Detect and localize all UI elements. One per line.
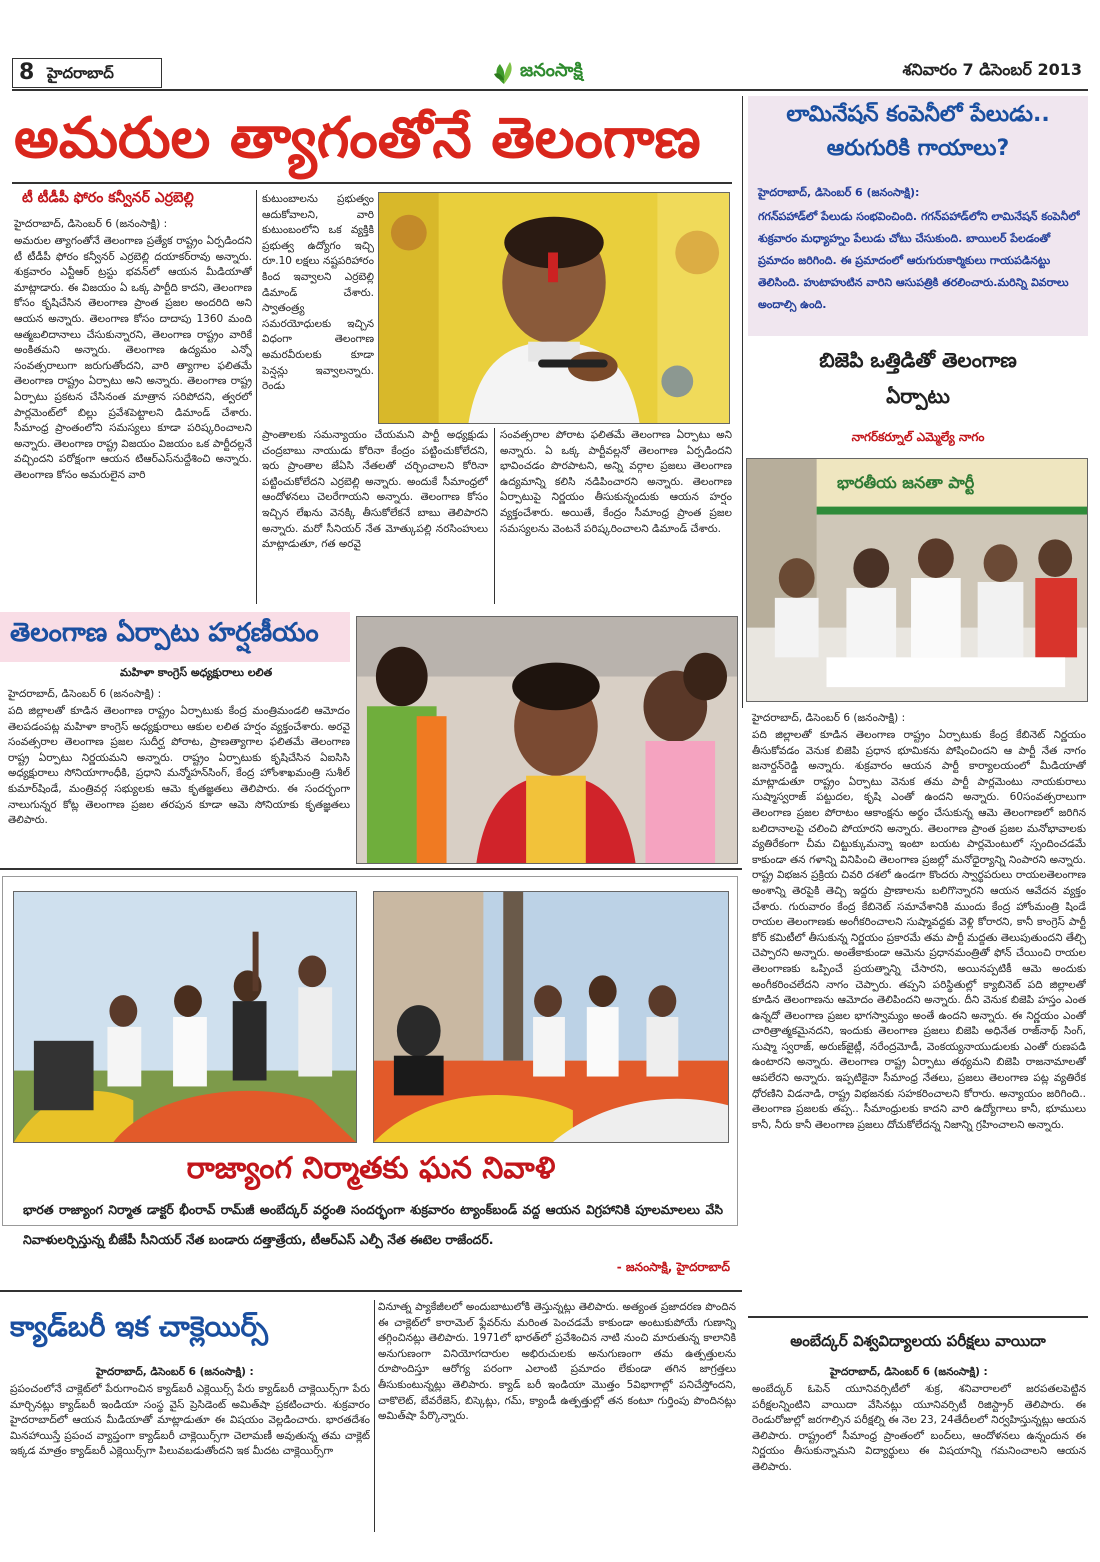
- paper-logo: [490, 58, 640, 88]
- bjp-banner-text: భారతీయ జనతా పార్టీ: [837, 473, 975, 492]
- header-bar: [12, 58, 1088, 94]
- cadbury-col2: వినూత్న ప్యాకేజీలలో అందుబాటులోకి తెస్తున్నట్లు తెలిపారు. అత్యంత ప్రజాదరణ పొందిన ఈ చాక్లెట్‌లో కారామెల్ ఫ్లేవర్‌ను మరింత పెంచడమే కాకుండా అంటుకుపోయే గుణాన్ని తగ్గించినట్లు తెలిపారు. 1971లో భారత్‌లో ప్రవేశించిన నాటి నుంచి మారుతున్న కాలానికి అనుగుణంగా వినియోగదారుల అభిరుచులకు అనుగుణంగా తమ ఉత్పత్తులను రూపొందిస్తూ ఆరోగ్య పరంగా ఎలాంటి ప్రమాదం లేకుండా తగిన జాగ్రత్తలు తీసుకుంటున్నట్లు తెలిపారు. క్యాడ్ బరీ ఇండియా మొత్తం 5విభాగాల్లో పనిచేస్తోందని, చాకొలెట్, బేవరేజెస్, బిస్కెట్లు, గమ్, క్యాండీ ఉత్పత్తుల్లో తన కంటూ గుర్తింపు పొందినట్లు అమిత్‌షా పేర్కొన్నారు.: [378, 1301, 736, 1423]
- bjp-dateline: హైదరాబాద్, డిసెంబర్ 6 (జనంసాక్షి) :: [752, 712, 906, 724]
- errabelli-photo: [378, 192, 730, 424]
- cadbury-dateline: హైదరాబాద్, డిసెంబర్ 6 (జనంసాక్షి) :: [96, 1366, 254, 1378]
- lamination-headline-1: లామినేషన్ కంపెనీలో పేలుడు..: [786, 102, 1050, 127]
- bjp-headline-1: బిజెపి ఒత్తిడితో తెలంగాణ: [819, 348, 1017, 372]
- lamination-headline-2: ఆరుగురికి గాయాలు?: [826, 136, 1010, 161]
- main-col3: సంవత్సరాల పోరాట ఫలితమే తెలంగాణ ఏర్పాటు అని అన్నారు. ఏ ఒక్క పార్టీవల్లనో తెలంగాణ ఏర్పడిందని భావించడం పొరపాటని, అన్ని వర్గాల ప్రజలు తెలంగాణ ఉద్యమాన్ని కలిసి నడిపించారని అన్నారు. తెలంగాణ ఏర్పాటుపై నిర్ణయం తీసుకున్నందుకు ఆయన హర్షం వ్యక్తంచేశారు. అయితే, కేంద్రం సీమాంధ్ర ప్రాంత ప్రజల సమస్యలను వెంటనే పరిష్కరించాలని డిమాండ్ చేశారు.: [500, 429, 732, 535]
- bjp-headline-2: ఏర్పాటు: [886, 384, 950, 408]
- main-subhead: టీ టీడీపీ ఫోరం కన్వీనర్ ఎర్రబెల్లి: [22, 190, 194, 206]
- page-number: 8: [19, 60, 35, 85]
- main-dateline: హైదరాబాద్, డిసెంబర్ 6 (జనంసాక్షి) :: [14, 218, 168, 230]
- tribute-photo-right: [373, 891, 729, 1143]
- leaf-logo-icon: [490, 60, 518, 86]
- tribute-photo-left: [13, 891, 357, 1143]
- lalitha-body: పది జిల్లాలతో కూడిన తెలంగాణ రాష్ట్రం ఏర్పాటుకు కేంద్ర మంత్రిమండలి ఆమోదం తెలపడంపట్ల మహిళా కాంగ్రెస్ అధ్యక్షురాలు ఆకుల లలిత హర్షం వ్యక్తంచేశారు. అరవై సంవత్సరాల తెలంగాణ ప్రజల సుదీర్ఘ పోరాట, ప్రాణత్యాగాల ఫలితమే తెలంగాణ రాష్ట్ర ఏర్పాటు నిర్ణయమని అన్నారు. రాష్ట్రం ఏర్పాటుకు కృషిచేసిన ఏఐసిసి అధ్యక్షురాలు సోనియాగాంధీకి, ప్రధాని మన్మోహన్‌సింగ్, కేంద్ర హోంశాఖమంత్రి సుశీల్ కుమార్‌షిండే, మంత్రివర్గ సభ్యులకు ఆమె కృతజ్ఞతలు తెలిపారు. ఈ సందర్భంగా నాలుగున్నర కోట్ల తెలంగాణ ప్రజల తరపున కూడా ఆమె సోనియాకు కృతజ్ఞతలు తెలిపారు.: [8, 705, 350, 827]
- main-headline: అమరుల త్యాగంతోనే తెలంగాణ: [14, 106, 701, 171]
- university-body: అంబేద్కర్ ఓపెన్ యూనివర్సిటీలో శుక్ర, శనివారాలలో జరపతలపెట్టిన పరీక్షలన్నింటిని వాయిదా వేసినట్లు యూనివర్సిటీ రిజిస్ట్రార్ తెలిపారు. ఈ రెండురోజుల్లో జరగాల్సిన పరీక్షల్ని ఈ నెల 23, 24తేదీలలో నిర్వహిస్తున్నట్లు ఆయన తెలిపారు. రాష్ట్రంలో సీమాంధ్ర ప్రాంతంలో బంద్‌లు, ఆందోళనలు ఉన్నందున ఈ నిర్ణయం తీసుకున్నామని విద్యార్థులు ఈ విషయాన్ని గమనించాలని ఆయన తెలిపారు.: [752, 1383, 1086, 1473]
- cadbury-headline: క్యాడ్‌బరీ ఇక చాక్లెయిర్స్: [10, 1310, 268, 1343]
- university-top-rule: [748, 1316, 1088, 1318]
- lalitha-photo: [356, 616, 738, 864]
- tribute-bottom-rule: [0, 1290, 742, 1292]
- bjp-press-meet-photo: [746, 458, 1088, 702]
- university-headline: అంబేద్కర్ విశ్వవిద్యాలయ పరీక్షలు వాయిదా: [790, 1332, 1046, 1350]
- header-city: హైదరాబాద్: [47, 64, 114, 82]
- tribute-credit: - జనంసాక్షి, హైదరాబాద్: [616, 1260, 730, 1274]
- bjp-subhead: నాగర్‌కర్నూల్ ఎమ్మెల్యే నాగం: [851, 430, 985, 444]
- lalitha-headline: తెలంగాణ ఏర్పాటు హర్షణీయం: [10, 618, 319, 648]
- lamination-body: గగన్‌పహాడ్‌లో పేలుడు సంభవించింది. గగన్‌పహాడ్‌లోని లామినేషన్ కంపెనీలో శుక్రవారం మధ్యాహ్నం పేలుడు చోటు చేసుకుంది. బాయిలర్ పేలడంతో ప్రమాదం జరిగింది. ఈ ప్రమాదంలో ఆరుగురుకార్మికులు గాయపడినట్టు తెలిసింది. హుటాహుటిన వారిని ఆసుపత్రికి తరలించారు.మరిన్ని వివరాలు అందాల్సి ఉంది.: [758, 210, 1080, 311]
- tribute-headline: రాజ్యాంగ నిర్మాతకు ఘన నివాళి: [186, 1151, 556, 1186]
- main-col-divider-1: [256, 190, 257, 604]
- bjp-body: పది జిల్లాలతో కూడిన తెలంగాణ రాష్ట్రం ఏర్పాటుకు కేంద్ర కేబినెట్ నిర్ణయం తీసుకోవడం వెనుక బిజెపి ప్రధాన భూమికను పోషించిందని ఆ పార్టీ నేత నాగం జనార్దన్‌రెడ్డి అన్నారు. శుక్రవారం ఆయన పార్టీ కార్యాలయంలో మీడియాతో మాట్లాడుతూ రాష్ట్రం ఏర్పాటు వెనుక తమ పార్టీ పార్లమెంటు నాయకురాలు సుష్మాస్వరాజ్ పట్టుదల, కృషి ఎంతో ఉందని అన్నారు. 60సంవత్సరాలుగా తెలంగాణ ప్రజల పోరాటం ఆకాంక్షను అర్థం చేసుకున్న ఆమె తెలంగాణలో జరిగిన బలిదానాలపై చలించి పోయారని అన్నారు. తెలంగాణ ప్రాంత ప్రజల మనోభావాలకు వ్యతిరేకంగా చీమ చిట్టుక్కుమన్నా ఇంటా బయట పార్లమెంటులో స్పందించడమే కాకుండా తన గళాన్ని వినిపించి తెలంగాణ ప్రజల్లో మనోధైర్యాన్ని నింపారని అన్నారు. రాష్ట్ర విభజన ప్రక్రియ చివరి దశలో ఉండగా కొందరు స్వార్థపరులు రాయలతెలంగాణ అంశాన్ని తెరపైకి తెచ్చి ఇద్దరు ప్రాణాలను బలిగొన్నారని ఆయన ఆవేదన వ్యక్తం చేశారు. గురువారం కేంద్ర కేబినెట్ సమావేశానికి ముందు కేంద్ర హోంమంత్రి షిండే రాయల తెలంగాణకు అంగీకరించాలని సుష్మావద్దకు వెళ్లి కోరారని, కానీ కాంగ్రెస్ పార్టీ కోర్ కమిటీలో తీసుకున్న నిర్ణయం ప్రకారమే తమ పార్టీ మద్దతు తెలుపుతుందని తేల్చి చెప్పారని అన్నారు. అంతేకాకుండా ఆమెను ప్రధానమంత్రితో ఫోన్ చేయించి రాయల తెలంగాణకు ఒప్పించే ప్రయత్నాన్ని చేసారని, అయినప్పటికీ ఆమె అందుకు అంగీకరించలేదని నాగం చెప్పారు. తప్పని పరిస్థితుల్లో క్యాబినెట్ పది జిల్లాలతో కూడిన తెలంగాణను ఆమోదం తెలిపిందని అన్నారు. దీని వెనుక బిజెపి హస్తం ఎంత ఉన్నదో తెలంగాణ ప్రజల భాగస్వామ్యం అంతే ఉందని అన్నారు. ఈ నిర్ణయం ఎంతో చారిత్రాత్మకమైనదని, ఇందుకు తెలంగాణ ప్రజలు బిజెపి అధినేత రాజ్‌నాథ్ సింగ్, సుష్మా స్వరాజ్, అరుణ్‌జైట్లీ, నరేంద్రమోడీ, వెంకయ్యనాయుడులకు ఎంతో రుణపడి ఉంటారని అన్నారు. తెలంగాణ రాష్ట్ర ఏర్పాటు తథ్యమని బిజెపి రాజనామాలతో ఆపలేరని అన్నారు. ఇప్పటికైనా సీమాంధ్ర నేతలు, ప్రజలు తెలంగాణ పట్ల వ్యతిరేక ధోరణిని విడనాడి, రాష్ట్ర విభజనకు సహకరించాలని కోరారు. అన్యాయం జరిగింది.. తెలంగాణ ప్రజలకు తప్ప.. సీమాంధ్రులకు కాదని వారి ఉద్యోగాలు కానీ, భూములు కానీ, నీరు కానీ తెలంగాణ ప్రజలు దోచుకోలేదన్న నిజాన్ని గ్రహించాలని అన్నారు.: [752, 729, 1086, 1131]
- lamination-dateline: హైదరాబాద్, డిసెంబర్ 6 (జనంసాక్షి):: [758, 186, 920, 199]
- main-col-divider-2: [494, 428, 495, 604]
- main-col1: అమరుల త్యాగంతోనే తెలంగాణ ప్రత్యేక రాష్ట్రం ఏర్పడిందని టీ టీడీపీ ఫోరం కన్వీనర్ ఎర్రబెల్లి దయాకర్‌రావు అన్నారు. శుక్రవారం ఎన్టీఆర్ ట్రస్టు భవన్‌లో ఆయన మీడియాతో మాట్లాడారు. ఈ విజయం ఏ ఒక్క పార్టీది కాదని, తెలంగాణ కోసం కృషిచేసిన తెలంగాణ ప్రాంత ప్రజల అందరిది అని ఆయన అన్నారు. తెలంగాణ కోసం దాదాపు 1360 మంది ఆత్మబలిదానాలు చేసుకున్నారని, తెలంగాణ రాష్ట్రం వారికే అంకితమని అన్నారు. తెలంగాణ ఉద్యమం ఎన్నో సంవత్సరాలుగా జరుగుతోందని, వారి త్యాగాల ఫలితమే తెలంగాణ రాష్ట్రం ఏర్పాటు అని అన్నారు. తెలంగాణ రాష్ట్ర ఏర్పాటు ప్రకటన చేసినంత మాత్రాన సరిపోదని, త్వరలో పార్లమెంట్‌లో బిల్లు ప్రవేశపెట్టాలని డిమాండ్ చేశారు. సీమాంధ్ర ప్రాంతంలోని సమస్యలు కూడా పరిష్కరించాలని అన్నారు. తెలంగాణ రాష్ట్ర విజయం విజయం ఒక పార్టీదల్లనే వచ్చిందని పరోక్షంగా ఆయన టిఆర్ఎస్‌నుద్దేశించి అన్నారు. తెలంగాణ కోసం అమరులైన వారి: [14, 235, 252, 481]
- lalitha-subhead: మహిళా కాంగ్రెస్ అధ్యక్షురాలు లలిత: [120, 666, 273, 679]
- header-left-box: [12, 58, 162, 88]
- tribute-caption: భారత రాజ్యాంగ నిర్మాత డాక్టర్ భీంరావ్ రామ్‌జీ అంబేద్కర్ వర్ధంతి సందర్భంగా శుక్రవారం ట్యాంక్‌బండ్ వద్ద ఆయన విగ్రహానికి పూలమాలలు వేసి నివాళులర్పిస్తున్న బీజేపీ సీనియర్ నేత బండారు దత్తాత్రేయ, టీఆర్ఎస్ ఎల్పీ నేత ఈటెల రాజేందర్.: [23, 1202, 723, 1247]
- paper-name: జనంసాక్షి: [520, 60, 583, 81]
- right-column-rule: [742, 96, 743, 708]
- lalitha-bottom-rule: [0, 868, 742, 870]
- header-rule: [12, 89, 1088, 91]
- main-col2-bottom: ప్రాంతాలకు సమన్యాయం చేయమని పార్టీ అధ్యక్షుడు చంద్రబాబు నాయుడు కోరినా కేంద్రం పట్టించుకోలేదని, ఇరు ప్రాంతాల జేఏసి నేతలతో చర్చించాలని కోరినా పట్టించుకోలేదని ఎర్రబెల్లి అన్నారు. అందుకే సీమాంధ్రలో ఆందోళనలు చెలరేగాయని అన్నారు. తెలంగాణ కోసం ఇచ్చిన లేఖను వెనక్కి తీసుకోలేకనే బాబు తెలిపారని అన్నారు. మరో సీనియర్ నేత మోత్కుపల్లి నరసింహులు మాట్లాడుతూ, గత అరవై: [262, 429, 488, 551]
- cadbury-col1: ప్రపంచంలోనే చాక్లెట్‌లో పేరుగాంచిన క్యాడ్‌బరీ ఎక్లెయిర్స్ పేరు క్యాడ్‌బరీ చాక్లెయిర్స్‌గా పేరు మార్చినట్లు క్యాడ్‌బరీ ఇండియా సంస్థ వైస్ ప్రెసిడెంట్ అమిత్‌షా ప్రకటించారు. శుక్రవారం హైదరాబాద్‌లో ఆయన మీడియాతో మాట్లాడుతూ ఈ విషయం వెల్లడించారు. భారతదేశం మినహాయిస్తే ప్రపంచ వ్యాప్తంగా క్యాడ్‌బరీ చాక్లెయిర్స్‌గా చెలామణీ అవుతున్న తమ చాక్లెట్ ఇక్కడ మాత్రం క్యాడ్‌బరీ ఎక్లెయిర్స్‌గా పిలువబడుతోందని ఇక మీదట చాక్లెయిర్స్‌గా: [10, 1383, 370, 1458]
- lalitha-dateline: హైదరాబాద్, డిసెంబర్ 6 (జనంసాక్షి) :: [8, 688, 162, 700]
- cadbury-col-divider: [374, 1300, 375, 1532]
- header-date: శనివారం 7 డిసెంబర్ 2013: [902, 60, 1082, 79]
- university-dateline: హైదరాబాద్, డిసెంబర్ 6 (జనంసాక్షి) :: [830, 1366, 988, 1378]
- main-headline-rule: [12, 182, 732, 184]
- main-col2-top: కుటుంబాలను ప్రభుత్వం ఆదుకోవాలని, వారి కుటుంబంలోని ఒక వ్యక్తికి ప్రభుత్వ ఉద్యోగం ఇచ్చి రూ.10 లక్షలు నష్టపరిహారం కింద ఇవ్వాలని ఎర్రబెల్లి డిమాండ్ చేశారు. స్వాతంత్ర్య సమరయోధులకు ఇచ్చిన విధంగా తెలంగాణ అమరవీరులకు కూడా పెన్షన్లు ఇవ్వాలన్నారు. రెండు: [262, 193, 374, 393]
- tribute-box: [2, 876, 738, 1247]
- lamination-box: [748, 96, 1088, 336]
